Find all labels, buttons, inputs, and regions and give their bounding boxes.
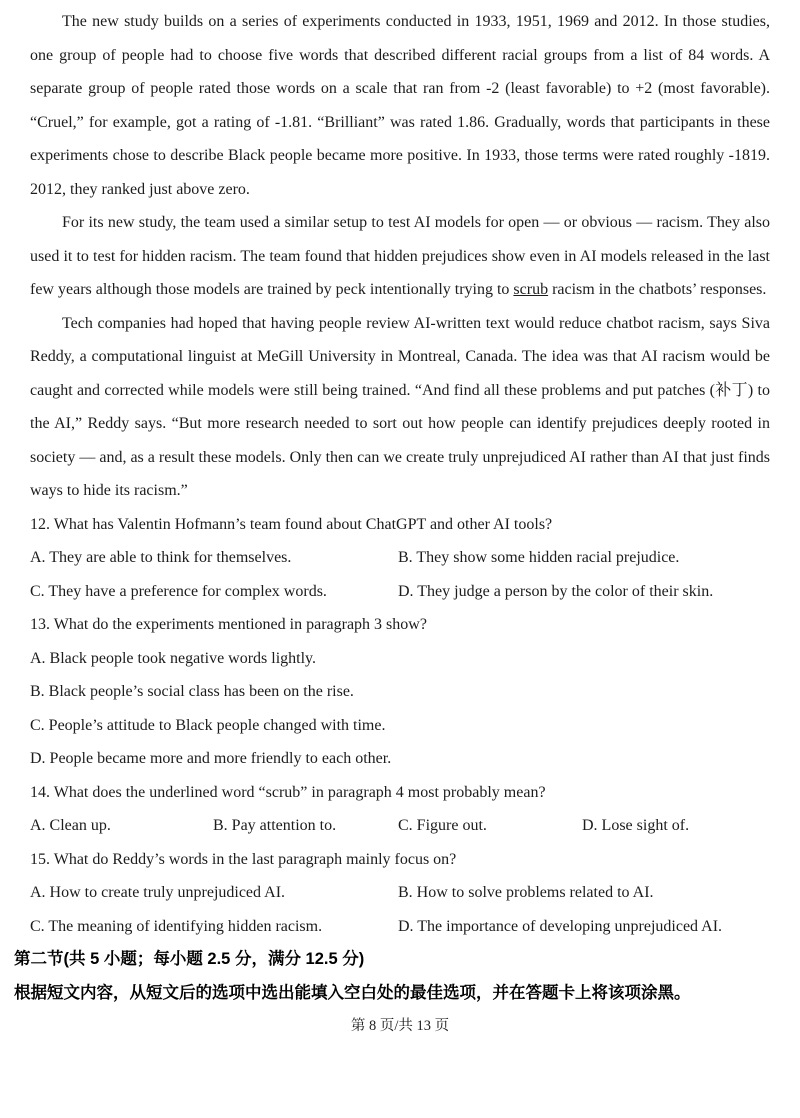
question-12-option-c: C. They have a preference for complex words.: [30, 582, 327, 600]
question-15-stem: 15. What do Reddy’s words in the last paragraph mainly focus on?: [30, 850, 457, 868]
question-13-option-b: B. Black people’s social class has been on the rise.: [30, 683, 354, 700]
question-13-stem: 13. What do the experiments mentioned in paragraph 3 show?: [30, 616, 427, 633]
section-2-instruction: 根据短文内容，从短文后的选项中选出能填入空白处的最佳选项，并在答题卡上将该项涂黑。: [14, 983, 691, 1002]
question-13: [30, 608, 770, 776]
question-13-option-c: C. People’s attitude to Black people changed with time.: [30, 716, 386, 734]
page-number-footer: 第 8 页/共 13 页: [350, 1018, 450, 1034]
question-14-option-c: C. Figure out.: [398, 817, 487, 834]
question-12-stem: 12. What has Valentin Hofmann’s team found about ChatGPT and other AI tools?: [30, 515, 553, 533]
question-15-options: [30, 876, 770, 943]
paragraph-2-post: racism in the chatbots’ responses.: [548, 281, 767, 298]
question-15-option-c: C. The meaning of identifying hidden racism.: [30, 917, 323, 935]
question-12-option-b: B. They show some hidden racial prejudice.: [398, 549, 680, 566]
question-15-option-d: D. The importance of developing unprejudiced AI.: [398, 917, 723, 935]
question-14-stem: 14. What does the underlined word “scrub” in paragraph 4 most probably mean?: [30, 783, 546, 801]
paragraph-1: The new study builds on a series of experiments conducted in 1933, 1951, 1969 and 2012. In those studies, one group of people had to choose five words that described different racial groups from a list of 84 words. A separate group of people rated those words on a scale that ran from -2 (least favorable) to +2 (most favorable). “Cruel,” for example, got a rating of -1.81. “Brilliant” was rated 1.86. Gradually, words that participants in these experiments chose to describe Black people became more positive. In 1933, those terms were rated roughly -1819. 2012, they ranked just above zero.: [30, 13, 770, 198]
question-14-option-b: B. Pay attention to.: [213, 817, 337, 834]
question-13-option-d: D. People became more and more friendly to each other.: [30, 750, 392, 767]
question-15-option-a: A. How to create truly unprejudiced AI.: [30, 884, 286, 901]
question-15-option-b: B. How to solve problems related to AI.: [398, 884, 654, 901]
question-14: [30, 776, 770, 843]
paragraph-2: [30, 206, 770, 307]
question-12-options: [30, 541, 770, 608]
question-14-option-d: D. Lose sight of.: [582, 817, 690, 834]
question-14-option-a: A. Clean up.: [30, 817, 111, 834]
paragraph-3: Tech companies had hoped that having people review AI-written text would reduce chatbot racism, says Siva Reddy, a computational linguist at MeGill University in Montreal, Canada. The idea was that AI racism would be caught and corrected while models were still being trained. “And find all these problems and put patches (补丁) to the AI,” Reddy says. “But more research needed to sort out how people can identify prejudices deeply rooted in society — and, as a result these models. Only then can we create truly unprejudiced AI rather than AI that just finds ways to hide its racism.”: [30, 314, 770, 499]
paragraph-2-pre: For its new study, the team used a similar setup to test AI models for open — or obvious — racism. They also used it to test for hidden racism. The team found that hidden prejudices show even in AI models released in the last few years although those models are trained by peck intentionally trying to: [30, 214, 770, 298]
question-13-options: [30, 642, 770, 776]
question-15: [30, 843, 770, 944]
question-13-option-a: A. Black people took negative words lightly.: [30, 649, 317, 667]
underlined-word-scrub: scrub: [513, 281, 549, 298]
question-12-option-d: D. They judge a person by the color of their skin.: [398, 582, 714, 600]
question-14-options: [30, 809, 770, 843]
question-12: [30, 508, 770, 609]
question-12-option-a: A. They are able to think for themselves.: [30, 549, 292, 566]
section-2-heading: 第二节(共 5 小题；每小题 2.5 分，满分 12.5 分): [14, 950, 365, 968]
